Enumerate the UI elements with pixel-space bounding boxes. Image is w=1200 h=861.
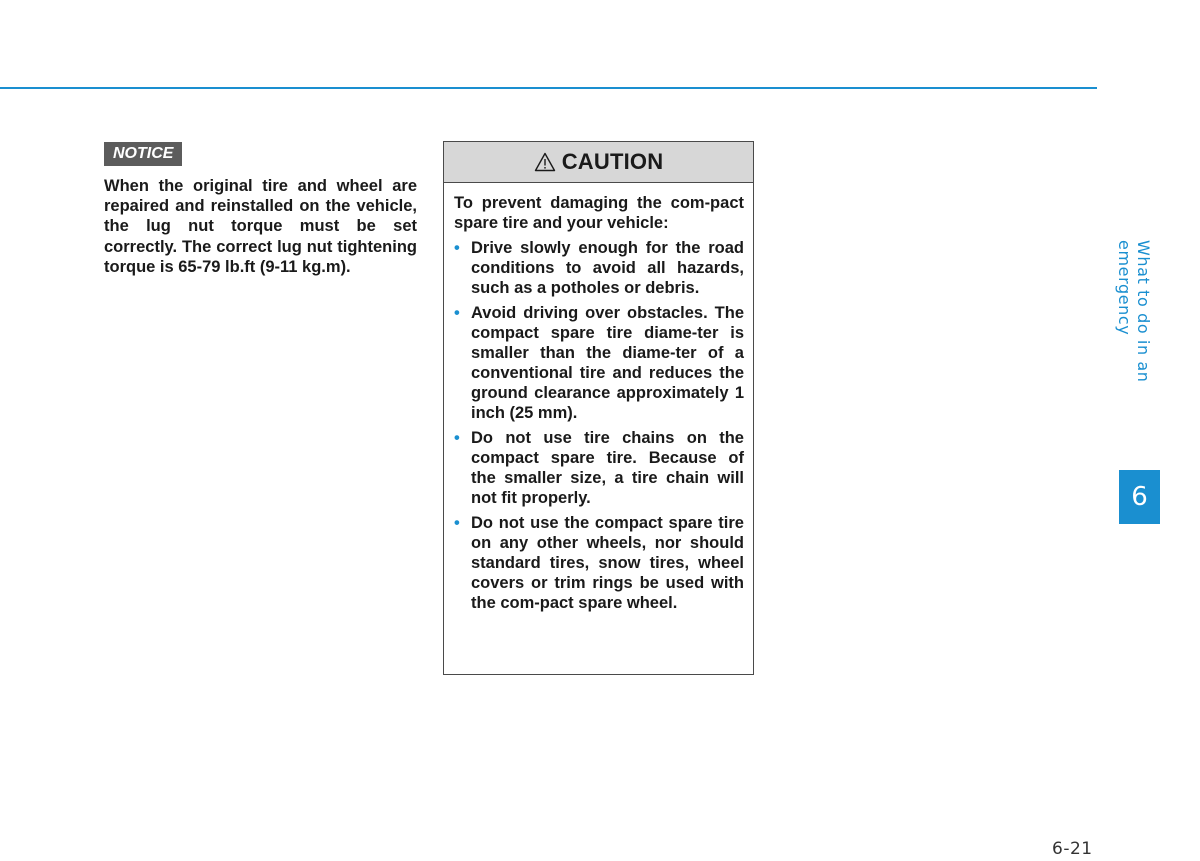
caution-bullet-text: Avoid driving over obstacles. The compact spare tire diame-ter is smaller than the diame-ter of a conventional tire and reduces the ground clearance approximately 1 inch (25 mm). [471,304,744,422]
caution-bullet-text: Do not use the compact spare tire on any other wheels, nor should standard tires, snow tires, wheel covers or trim rings be used with the com-pact spare wheel. [471,514,744,612]
bullet-dot-icon: • [454,239,460,257]
caution-bullet-item [454,428,744,508]
bullet-dot-icon: • [454,304,460,322]
caution-bullet-text: Do not use tire chains on the compact spare tire. Because of the smaller size, a tire chain will not fit properly. [471,429,744,507]
notice-section [104,142,417,277]
notice-badge: NOTICE [104,142,182,166]
warning-triangle-icon [534,152,556,172]
caution-header [444,142,753,183]
bullet-dot-icon: • [454,514,460,532]
caution-intro: To prevent damaging the com-pact spare tire and your vehicle: [454,194,744,232]
caution-body [444,183,753,613]
chapter-side-label: What to do in an emergency [1115,240,1153,383]
caution-title: CAUTION [561,149,664,174]
page-number: 6-21 [1052,839,1093,859]
header-rule [0,87,1097,89]
caution-bullet-item [454,238,744,298]
notice-text: When the original tire and wheel are repaired and reinstalled on the vehicle, the lug nut torque must be set correctly. The correct lug nut tightening torque is 65-79 lb.ft (9-11 kg.m). [104,177,417,276]
caution-bullet-item [454,513,744,613]
caution-box [443,141,754,675]
chapter-number-tab: 6 [1119,470,1160,524]
bullet-dot-icon: • [454,429,460,447]
caution-bullet-item [454,303,744,423]
caution-bullet-text: Drive slowly enough for the road conditions to avoid all hazards, such as a potholes or debris. [471,239,744,297]
caution-bullet-list [454,238,744,613]
